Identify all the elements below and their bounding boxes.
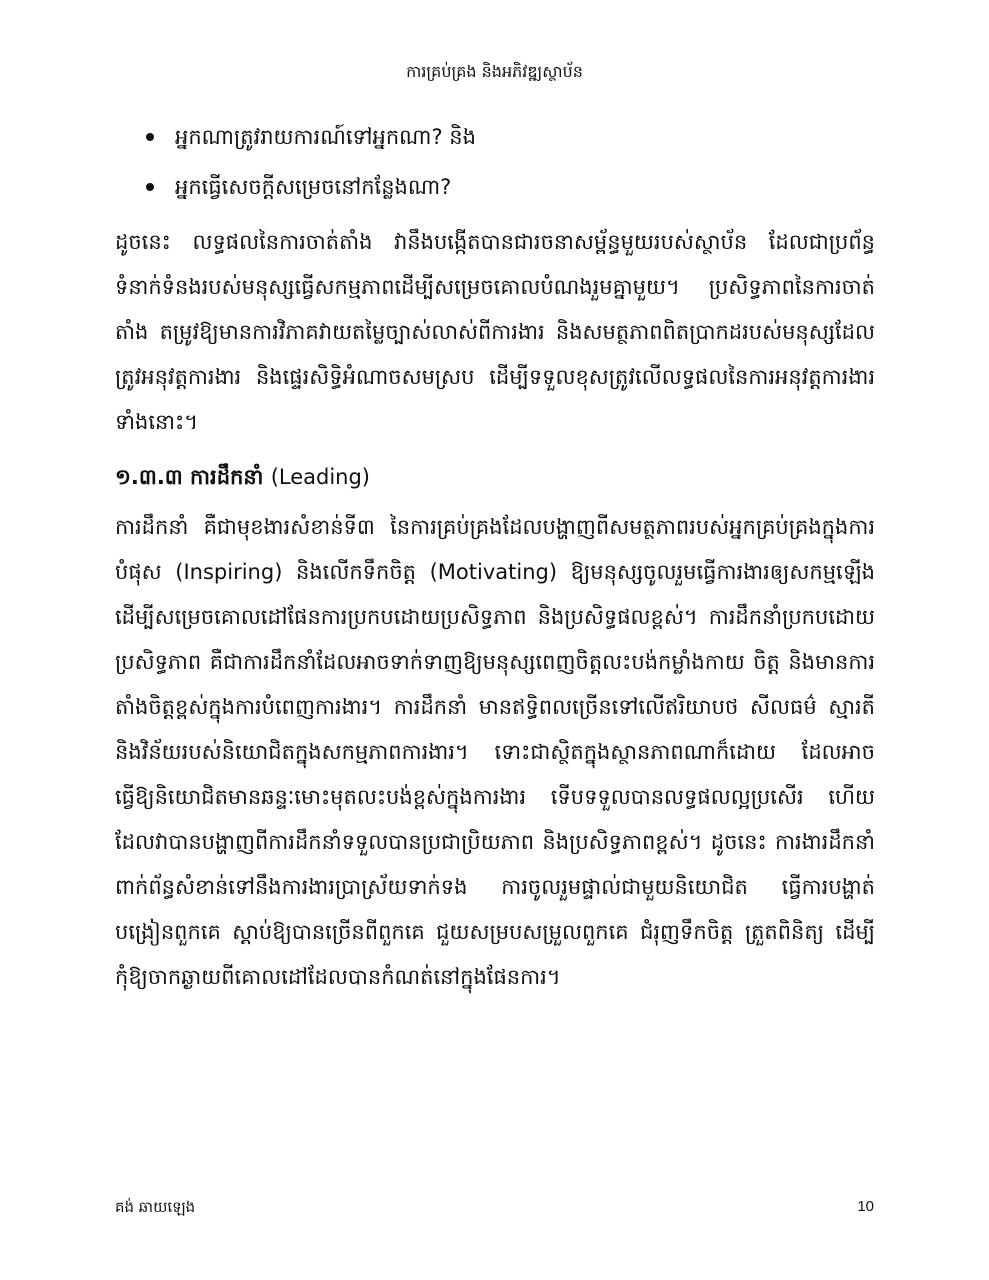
page-number: 10 [857, 1198, 874, 1215]
bullet-icon [146, 133, 154, 141]
section-english-title: (Leading) [270, 465, 370, 489]
section-number-title: ១.៣.៣ ការដឹកនាំ [115, 465, 264, 489]
running-header: ការគ្រប់គ្រង និងអភិវឌ្ឍស្ថាប័ន [406, 62, 583, 81]
bullet-text: អ្នកធ្វើសេចក្តីសម្រេចនៅកន្លែងណា? [175, 175, 452, 199]
list-item [115, 112, 875, 162]
footer-author: គង់ ឆាយឡេង [115, 1198, 196, 1216]
bullet-list [115, 112, 875, 212]
paragraph-leading: ការដឹកនាំ គឺជាមុខងារសំខាន់ទី៣ នៃការគ្រប់គ្រងដែលបង្ហាញពីសមត្ថភាពរបស់អ្នកគ្រប់គ្រងក្នុងការបំផុស (Inspiring) និងលើកទឹកចិត្ត (Motivating) ឱ្យមនុស្សចូលរួមធ្វើការងារឲ្យសកម្មឡើង ដើម្បីសម្រេចគោលដៅផែនការប្រកបដោយប្រសិទ្ធភាព និងប្រសិទ្ធផលខ្ពស់។ ការដឹកនាំប្រកបដោយប្រសិទ្ធភាព គឺជាការដឹកនាំដែលអាចទាក់ទាញឱ្យមនុស្សពេញចិត្តលះបង់កម្លាំងកាយ ចិត្ត និងមានការតាំងចិត្តខ្ពស់ក្នុងការបំពេញការងារ។ ការដឹកនាំ មានឥទ្ធិពលច្រើនទៅលើឥរិយាបថ សីលធម៌ ស្មារតី និងវិន័យរបស់និយោជិតក្នុងសកម្មភាពការងារ។ ទោះជាស្ថិតក្នុងស្ថានភាពណាក៏ដោយ ដែលអាចធ្វើឱ្យនិយោជិតមានឆន្ទៈមោះមុតលះបង់ខ្ពស់ក្នុងការងារ ទើបទទួលបានលទ្ធផលល្អប្រសើរ ហើយដែលវាបានបង្ហាញពីការដឹកនាំទទួលបានប្រជាប្រិយភាព និងប្រសិទ្ធភាពខ្ពស់។ ដូចនេះ ការងារដឹកនាំ ពាក់ព័ន្ធសំខាន់ទៅនឹងការងារប្រាស្រ័យទាក់ទង ការចូលរួមផ្ទាល់ជាមួយនិយោជិត ធ្វើការបង្ហាត់បង្រៀនពួកគេ ស្តាប់ឱ្យបានច្រើនពីពួកគេ ជួយសម្របសម្រួលពួកគេ ជំរុញទឹកចិត្ត ត្រួតពិនិត្យ ដើម្បីកុំឱ្យចាកឆ្ងាយពីគោលដៅដែលបានកំណត់នៅក្នុងផែនការ។ [115, 515, 875, 989]
bullet-text: អ្នកណាត្រូវរាយការណ៍ទៅអ្នកណា? និង [175, 125, 476, 149]
list-item [115, 162, 875, 212]
bullet-icon [146, 183, 154, 191]
paragraph-organizing-summary: ដូចនេះ លទ្ធផលនៃការចាត់តាំង វានឹងបង្កើតបានជារចនាសម្ព័ន្ធមួយរបស់ស្ថាប័ន ដែលជាប្រព័ន្ធទំនាក់ទំនងរបស់មនុស្សធ្វើសកម្មភាពដើម្បីសម្រេចគោលបំណងរួមគ្នាមួយ។ ប្រសិទ្ធភាពនៃការចាត់តាំង តម្រូវឱ្យមានការវិភាគវាយតម្លៃច្បាស់លាស់ពីការងារ និងសមត្ថភាពពិតប្រាកដរបស់មនុស្សដែលត្រូវអនុវត្តការងារ និងផ្ទេរសិទ្ធិអំណាចសមស្រប ដើម្បីទទួលខុសត្រូវលើលទ្ធផលនៃការអនុវត្តការងារទាំងនោះ។ [115, 230, 875, 434]
page-content [115, 112, 875, 1000]
section-heading [115, 457, 875, 497]
